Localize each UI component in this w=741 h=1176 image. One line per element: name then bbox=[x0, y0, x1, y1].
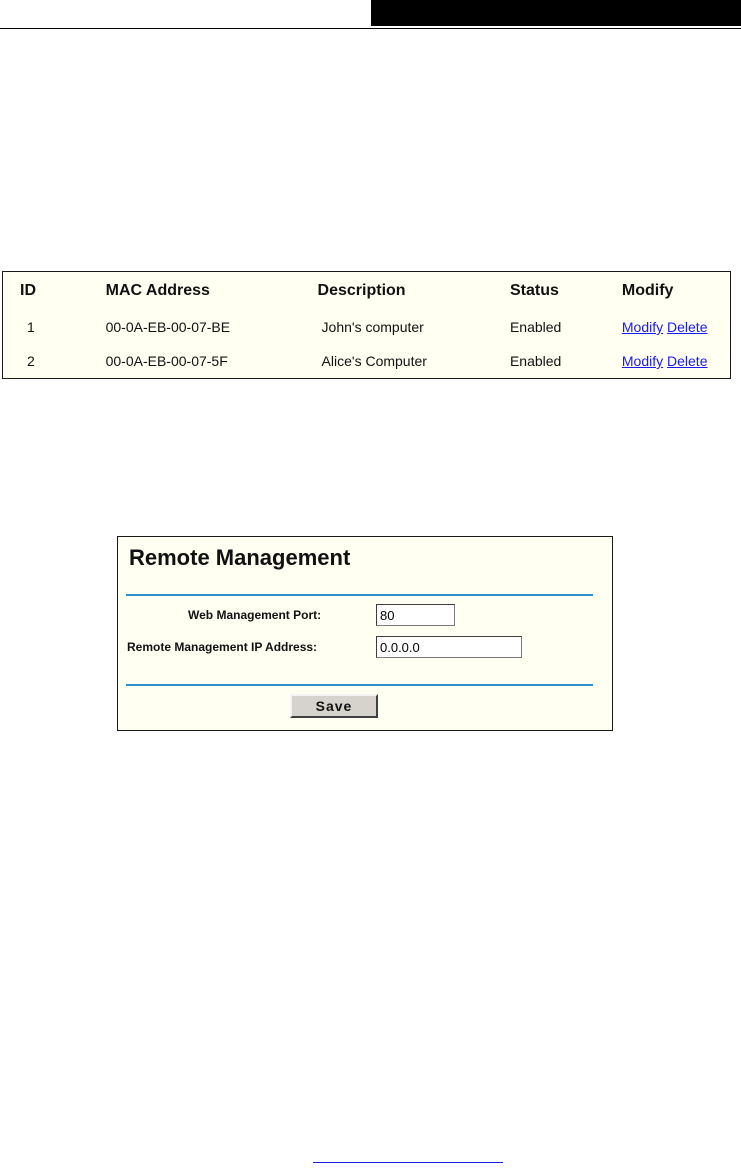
header-black-bar bbox=[371, 0, 741, 26]
footer-link-underline[interactable] bbox=[313, 1162, 503, 1163]
row-actions bbox=[622, 344, 730, 378]
column-header-status: Status bbox=[509, 282, 559, 299]
web-management-port-label: Web Management Port: bbox=[188, 608, 322, 622]
remote-management-ip-label: Remote Management IP Address: bbox=[127, 640, 318, 654]
web-management-port-input[interactable] bbox=[376, 604, 455, 626]
delete-link[interactable]: Delete bbox=[667, 319, 708, 335]
delete-link[interactable]: Delete bbox=[667, 353, 708, 369]
row-status: Enabled bbox=[509, 319, 562, 335]
table-row bbox=[3, 310, 730, 344]
save-button[interactable]: Save bbox=[290, 694, 378, 718]
column-header-mac-address: MAC Address bbox=[105, 282, 210, 299]
row-actions bbox=[622, 310, 730, 344]
row-description: Alice's Computer bbox=[321, 353, 427, 369]
row-mac-address: 00-0A-EB-00-07-5F bbox=[105, 353, 228, 369]
header-rule bbox=[0, 28, 741, 29]
panel-title: Remote Management bbox=[129, 545, 351, 570]
mac-address-table bbox=[3, 272, 730, 378]
modify-link[interactable]: Modify bbox=[621, 353, 664, 369]
table-row bbox=[3, 344, 730, 378]
bottom-divider bbox=[126, 684, 593, 686]
row-status: Enabled bbox=[509, 353, 562, 369]
table-header-row bbox=[3, 272, 730, 310]
modify-link[interactable]: Modify bbox=[621, 319, 664, 335]
remote-management-panel bbox=[117, 536, 613, 731]
remote-management-ip-input[interactable] bbox=[376, 636, 522, 658]
mac-address-table-panel bbox=[2, 271, 731, 379]
top-divider bbox=[126, 594, 593, 596]
row-description: John's computer bbox=[321, 319, 424, 335]
column-header-modify: Modify bbox=[621, 282, 674, 299]
row-id: 1 bbox=[27, 319, 35, 335]
column-header-description: Description bbox=[317, 282, 406, 299]
column-header-id: ID bbox=[20, 282, 36, 299]
row-id: 2 bbox=[27, 353, 35, 369]
row-mac-address: 00-0A-EB-00-07-BE bbox=[105, 319, 231, 335]
